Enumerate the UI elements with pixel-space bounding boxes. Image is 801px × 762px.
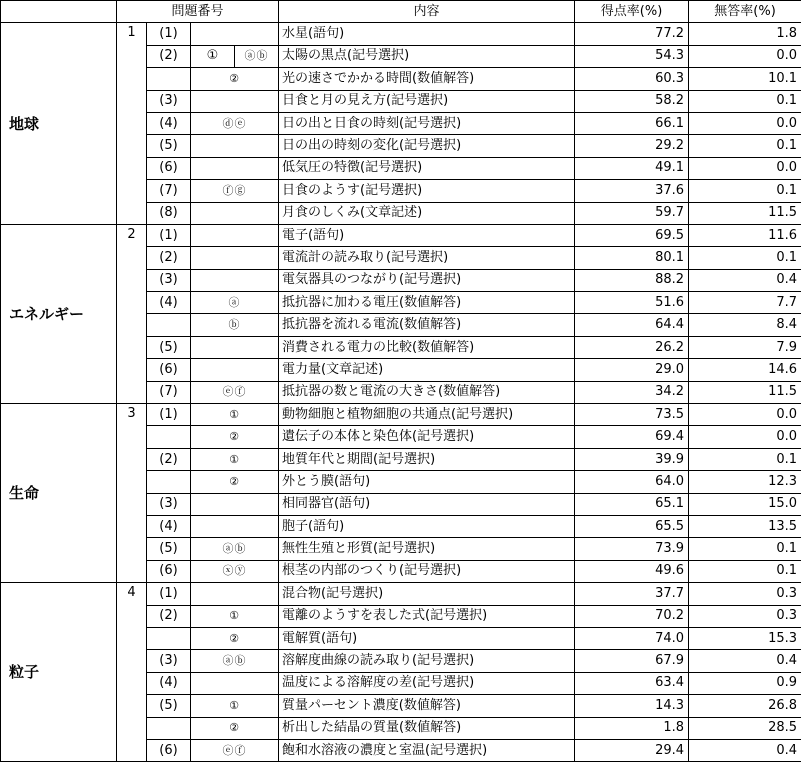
sub-number: (8) <box>147 202 191 224</box>
no-answer-rate: 14.6 <box>689 359 801 381</box>
item-number: ⓓⓔ <box>191 112 279 134</box>
question-number: 4 <box>117 583 147 762</box>
no-answer-rate: 0.1 <box>689 448 801 470</box>
content-cell: 月食のしくみ(文章記述) <box>279 202 575 224</box>
item-number <box>191 247 279 269</box>
sub-number: (6) <box>147 359 191 381</box>
score-rate: 37.7 <box>575 583 689 605</box>
content-cell: 胞子(語句) <box>279 515 575 537</box>
sub-number: (5) <box>147 695 191 717</box>
item-number <box>191 202 279 224</box>
score-rate: 29.2 <box>575 135 689 157</box>
sub-number: (3) <box>147 650 191 672</box>
item-number: ② <box>191 717 279 739</box>
no-answer-rate: 0.0 <box>689 157 801 179</box>
score-rate: 69.4 <box>575 426 689 448</box>
sub-number: (6) <box>147 560 191 582</box>
sub-number: (7) <box>147 180 191 202</box>
question-number: 2 <box>117 224 147 403</box>
no-answer-rate: 0.3 <box>689 583 801 605</box>
score-rate: 14.3 <box>575 695 689 717</box>
content-cell: 電離のようすを表した式(記号選択) <box>279 605 575 627</box>
content-cell: 温度による溶解度の差(記号選択) <box>279 672 575 694</box>
item-number: ⓔⓕ <box>191 739 279 761</box>
content-cell: 抵抗器に加わる電圧(数値解答) <box>279 292 575 314</box>
content-cell: 太陽の黒点(記号選択) <box>279 45 575 67</box>
score-rate: 64.0 <box>575 471 689 493</box>
score-rate: 1.8 <box>575 717 689 739</box>
no-answer-rate: 28.5 <box>689 717 801 739</box>
header-number: 問題番号 <box>117 1 279 23</box>
score-rate: 51.6 <box>575 292 689 314</box>
item-number <box>191 672 279 694</box>
header-no-answer-rate: 無答率(%) <box>689 1 801 23</box>
item-number <box>191 135 279 157</box>
score-rate: 49.1 <box>575 157 689 179</box>
no-answer-rate: 0.4 <box>689 739 801 761</box>
content-cell: 電流計の読み取り(記号選択) <box>279 247 575 269</box>
sub-number: (1) <box>147 404 191 426</box>
sub-number <box>147 426 191 448</box>
content-cell: 遺伝子の本体と染色体(記号選択) <box>279 426 575 448</box>
sub-number: (7) <box>147 381 191 403</box>
score-rate: 54.3 <box>575 45 689 67</box>
no-answer-rate: 11.6 <box>689 224 801 246</box>
content-cell: 飽和水溶液の濃度と室温(記号選択) <box>279 739 575 761</box>
no-answer-rate: 10.1 <box>689 68 801 90</box>
content-cell: 消費される電力の比較(数値解答) <box>279 336 575 358</box>
content-cell: 無性生殖と形質(記号選択) <box>279 538 575 560</box>
item-number: ① <box>191 404 279 426</box>
no-answer-rate: 11.5 <box>689 381 801 403</box>
score-rate: 29.0 <box>575 359 689 381</box>
sub-number: (4) <box>147 112 191 134</box>
no-answer-rate: 15.0 <box>689 493 801 515</box>
no-answer-rate: 11.5 <box>689 202 801 224</box>
item-number: ⓐ <box>191 292 279 314</box>
no-answer-rate: 0.9 <box>689 672 801 694</box>
sub-number: (2) <box>147 45 191 67</box>
header-score-rate: 得点率(%) <box>575 1 689 23</box>
item-number <box>191 336 279 358</box>
sub-number: (1) <box>147 23 191 45</box>
field-cell: エネルギー <box>1 224 117 403</box>
content-cell: 混合物(記号選択) <box>279 583 575 605</box>
score-rate: 60.3 <box>575 68 689 90</box>
no-answer-rate: 0.4 <box>689 650 801 672</box>
sub-number: (5) <box>147 135 191 157</box>
score-rate: 37.6 <box>575 180 689 202</box>
sub-number: (3) <box>147 90 191 112</box>
item-number <box>191 359 279 381</box>
item-number: ① <box>191 695 279 717</box>
item-tag: ⓐⓑ <box>235 45 279 67</box>
score-rate: 58.2 <box>575 90 689 112</box>
item-number <box>191 224 279 246</box>
sub-number: (3) <box>147 493 191 515</box>
content-cell: 溶解度曲線の読み取り(記号選択) <box>279 650 575 672</box>
sub-number: (3) <box>147 269 191 291</box>
content-cell: 日食と月の見え方(記号選択) <box>279 90 575 112</box>
content-cell: 日の出と日食の時刻(記号選択) <box>279 112 575 134</box>
no-answer-rate: 0.0 <box>689 45 801 67</box>
content-cell: 根茎の内部のつくり(記号選択) <box>279 560 575 582</box>
sub-number: (5) <box>147 538 191 560</box>
no-answer-rate: 7.7 <box>689 292 801 314</box>
score-rate: 26.2 <box>575 336 689 358</box>
no-answer-rate: 0.1 <box>689 538 801 560</box>
sub-number <box>147 627 191 649</box>
item-number: ⓧⓨ <box>191 560 279 582</box>
no-answer-rate: 7.9 <box>689 336 801 358</box>
sub-number <box>147 68 191 90</box>
no-answer-rate: 0.3 <box>689 605 801 627</box>
content-cell: 地質年代と期間(記号選択) <box>279 448 575 470</box>
content-cell: 電子(語句) <box>279 224 575 246</box>
content-cell: 日食のようす(記号選択) <box>279 180 575 202</box>
content-cell: 外とう膜(語句) <box>279 471 575 493</box>
item-number <box>191 493 279 515</box>
no-answer-rate: 8.4 <box>689 314 801 336</box>
no-answer-rate: 12.3 <box>689 471 801 493</box>
score-rate: 80.1 <box>575 247 689 269</box>
no-answer-rate: 15.3 <box>689 627 801 649</box>
no-answer-rate: 0.0 <box>689 112 801 134</box>
item-number <box>191 157 279 179</box>
score-rate: 73.9 <box>575 538 689 560</box>
table-row <box>1 583 801 605</box>
no-answer-rate: 0.0 <box>689 404 801 426</box>
score-rate: 39.9 <box>575 448 689 470</box>
item-number: ⓑ <box>191 314 279 336</box>
no-answer-rate: 0.0 <box>689 426 801 448</box>
content-cell: 電気器具のつながり(記号選択) <box>279 269 575 291</box>
item-number: ② <box>191 68 279 90</box>
no-answer-rate: 26.8 <box>689 695 801 717</box>
content-cell: 水星(語句) <box>279 23 575 45</box>
item-number: ⓐⓑ <box>191 650 279 672</box>
item-number <box>191 269 279 291</box>
item-number: ① <box>191 45 235 67</box>
table-row <box>1 23 801 45</box>
sub-number: (5) <box>147 336 191 358</box>
table-row <box>1 404 801 426</box>
sub-number: (1) <box>147 224 191 246</box>
score-rate: 73.5 <box>575 404 689 426</box>
no-answer-rate: 0.1 <box>689 247 801 269</box>
sub-number <box>147 471 191 493</box>
field-cell: 生命 <box>1 404 117 583</box>
item-number: ⓔⓕ <box>191 381 279 403</box>
score-rate: 34.2 <box>575 381 689 403</box>
field-cell: 地球 <box>1 23 117 225</box>
score-rate: 63.4 <box>575 672 689 694</box>
item-number: ② <box>191 471 279 493</box>
sub-number: (4) <box>147 672 191 694</box>
score-rate: 67.9 <box>575 650 689 672</box>
score-rate: 64.4 <box>575 314 689 336</box>
content-cell: 光の速さでかかる時間(数値解答) <box>279 68 575 90</box>
no-answer-rate: 0.1 <box>689 180 801 202</box>
question-number: 3 <box>117 404 147 583</box>
sub-number: (6) <box>147 157 191 179</box>
score-rate: 65.5 <box>575 515 689 537</box>
sub-number: (2) <box>147 448 191 470</box>
item-number <box>191 90 279 112</box>
content-cell: 相同器官(語句) <box>279 493 575 515</box>
score-rate: 59.7 <box>575 202 689 224</box>
item-number <box>191 583 279 605</box>
no-answer-rate: 0.1 <box>689 90 801 112</box>
score-rate: 65.1 <box>575 493 689 515</box>
content-cell: 動物細胞と植物細胞の共通点(記号選択) <box>279 404 575 426</box>
sub-number <box>147 717 191 739</box>
item-number: ② <box>191 627 279 649</box>
content-cell: 電解質(語句) <box>279 627 575 649</box>
sub-number: (4) <box>147 515 191 537</box>
score-rate: 29.4 <box>575 739 689 761</box>
content-cell: 抵抗器を流れる電流(数値解答) <box>279 314 575 336</box>
content-cell: 質量パーセント濃度(数値解答) <box>279 695 575 717</box>
content-cell: 低気圧の特徴(記号選択) <box>279 157 575 179</box>
sub-number: (4) <box>147 292 191 314</box>
no-answer-rate: 1.8 <box>689 23 801 45</box>
item-number: ① <box>191 605 279 627</box>
score-rate: 70.2 <box>575 605 689 627</box>
score-rate: 69.5 <box>575 224 689 246</box>
item-number <box>191 23 279 45</box>
content-cell: 日の出の時刻の変化(記号選択) <box>279 135 575 157</box>
content-cell: 電力量(文章記述) <box>279 359 575 381</box>
sub-number: (2) <box>147 247 191 269</box>
content-cell: 析出した結晶の質量(数値解答) <box>279 717 575 739</box>
question-number: 1 <box>117 23 147 225</box>
header-content: 内容 <box>279 1 575 23</box>
no-answer-rate: 0.4 <box>689 269 801 291</box>
field-cell: 粒子 <box>1 583 117 762</box>
content-cell: 抵抗器の数と電流の大きさ(数値解答) <box>279 381 575 403</box>
sub-number: (1) <box>147 583 191 605</box>
table-row <box>1 224 801 246</box>
sub-number <box>147 314 191 336</box>
sub-number: (6) <box>147 739 191 761</box>
no-answer-rate: 0.1 <box>689 135 801 157</box>
score-rate: 74.0 <box>575 627 689 649</box>
score-rate: 88.2 <box>575 269 689 291</box>
item-number: ⓐⓑ <box>191 538 279 560</box>
header-field <box>1 1 117 23</box>
no-answer-rate: 0.1 <box>689 560 801 582</box>
score-rate: 66.1 <box>575 112 689 134</box>
header-row <box>1 1 801 23</box>
item-number: ⓕⓖ <box>191 180 279 202</box>
score-rate: 77.2 <box>575 23 689 45</box>
score-rate: 49.6 <box>575 560 689 582</box>
sub-number: (2) <box>147 605 191 627</box>
item-number: ① <box>191 448 279 470</box>
item-number <box>191 515 279 537</box>
item-number: ② <box>191 426 279 448</box>
no-answer-rate: 13.5 <box>689 515 801 537</box>
